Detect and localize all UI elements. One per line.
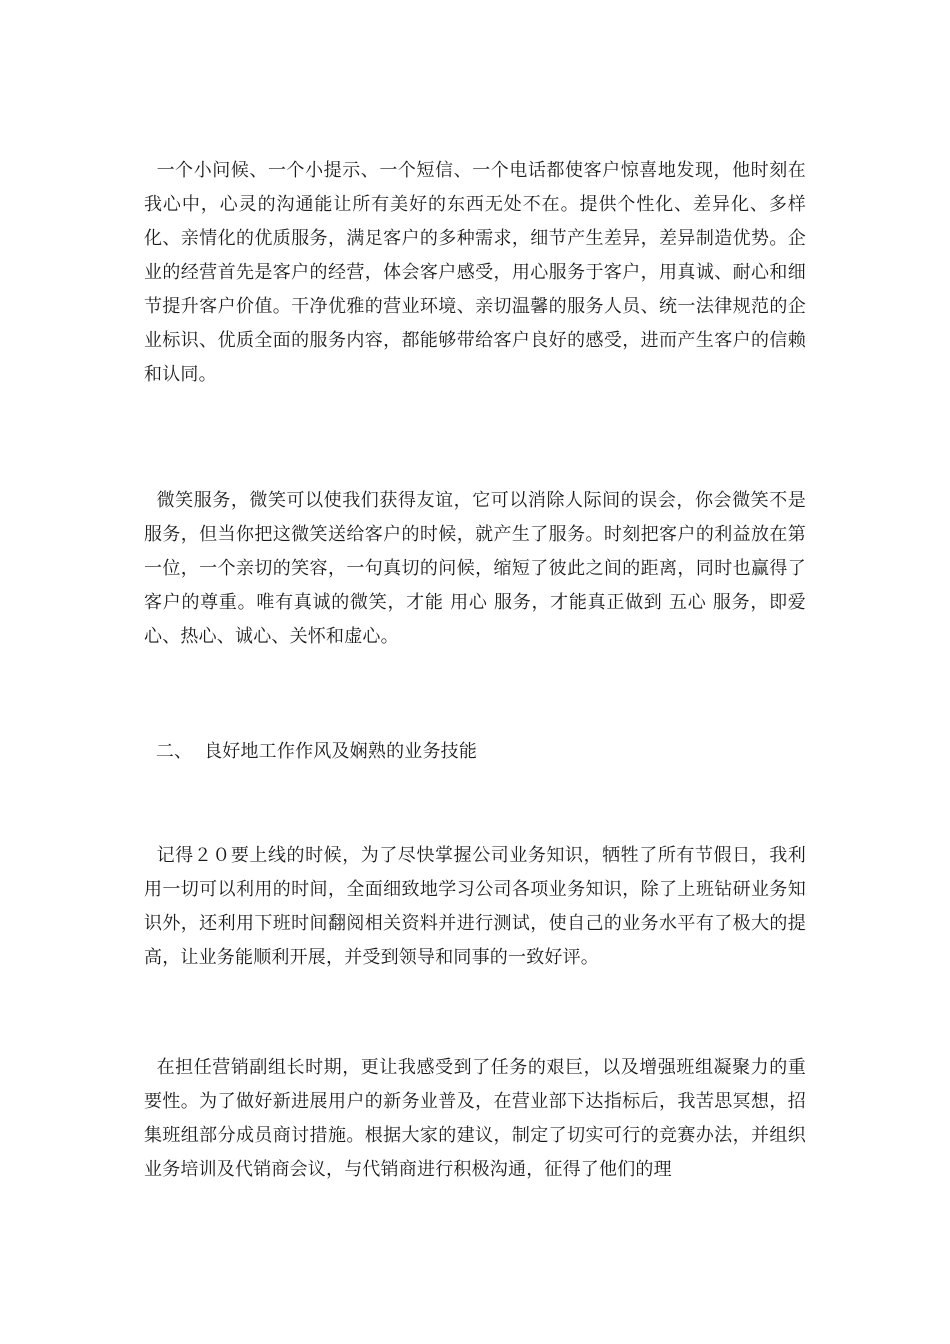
paragraph-smile-service: 微笑服务，微笑可以使我们获得友谊，它可以消除人际间的误会，你会微笑不是服务，但当你把这微笑送给客户的时候，就产生了服务。时刻把客户的利益放在第一位，一个亲切的笑容，一句真切的问候，缩短了彼此之间的距离，同时也赢得了客户的尊重。唯有真诚的微笑，才能 用心 服务，才能真正做到 五心 服务，即爱心、热心、诚心、关怀和虚心。: [144, 490, 806, 647]
paragraph-customer-care: 一个小问候、一个小提示、一个短信、一个电话都使客户惊喜地发现，他时刻在我心中，心灵的沟通能让所有美好的东西无处不在。提供个性化、差异化、多样化、亲情化的优质服务，满足客户的多种需求，细节产生差异，差异制造优势。企业的经营首先是客户的经营，体会客户感受，用心服务于客户，用真诚、耐心和细节提升客户价值。干净优雅的营业环境、亲切温馨的服务人员、统一法律规范的企业标识、优质全面的服务内容，都能够带给客户良好的感受，进而产生客户的信赖和认同。: [144, 160, 806, 385]
paragraph-marketing-leader: 在担任营销副组长时期，更让我感受到了任务的艰巨，以及增强班组凝聚力的重要性。为了做好新进展用户的新务业普及，在营业部下达指标后，我苦思冥想，招集班组部分成员商讨措施。根据大家的建议，制定了切实可行的竞赛办法，并组织业务培训及代销商会议，与代销商进行积极沟通，征得了他们的理: [144, 1057, 806, 1180]
paragraph-business-learning: 记得２０要上线的时候，为了尽快掌握公司业务知识，牺牲了所有节假日，我利用一切可以利用的时间，全面细致地学习公司各项业务知识，除了上班钻研业务知识外，还利用下班时间翻阅相关资料并进行测试，使自己的业务水平有了极大的提高，让业务能顺利开展，并受到领导和同事的一致好评。: [144, 845, 806, 968]
section-heading-work-style: 二、 良好地工作作风及娴熟的业务技能: [144, 741, 478, 762]
